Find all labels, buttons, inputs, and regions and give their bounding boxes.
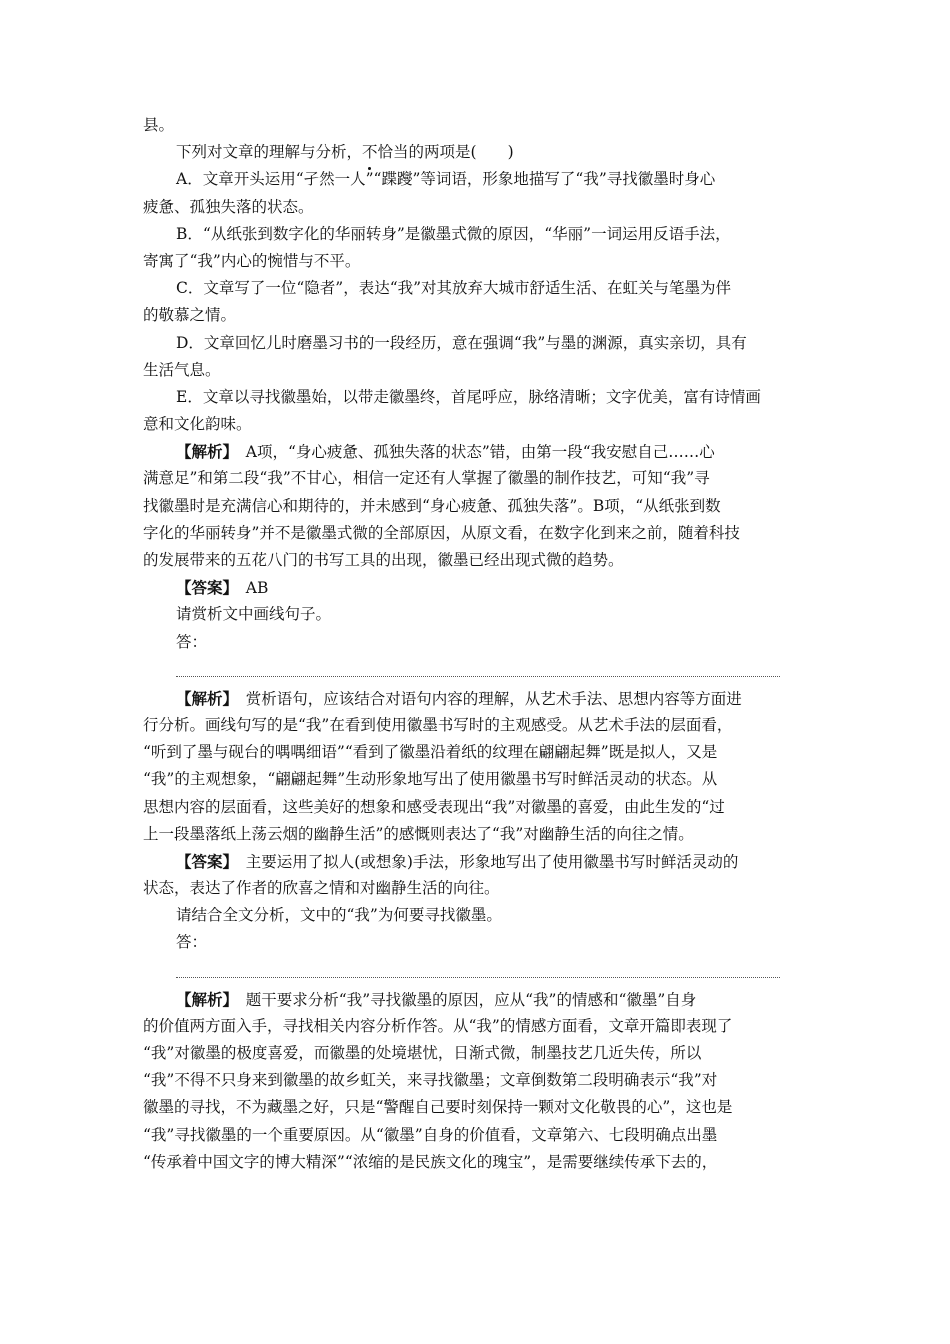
answer-line xyxy=(143,574,811,601)
answer-prompt: 答： xyxy=(176,632,208,651)
analysis-line: “听到了墨与砚台的喁喁细语”“看到了徽墨沿着纸的纹理在翩翩起舞”既是拟人，又是 xyxy=(143,743,718,762)
analysis-line: 的发展带来的五花八门的书写工具的出现，徽墨已经出现式微的趋势。 xyxy=(143,551,624,569)
option-d: D．文章回忆儿时磨墨习书的一段经历，意在强调“我”与墨的渊源，真实亲切，具有 xyxy=(176,333,747,352)
question-stem: 请赏析文中画线句子。 xyxy=(176,605,332,624)
answer-text: AB xyxy=(230,579,269,598)
option-b: B．“从纸张到数字化的华丽转身”是徽墨式微的原因，“华丽”一词运用反语手法， xyxy=(176,224,731,243)
option-c-cont: 的敬慕之情。 xyxy=(143,306,237,325)
analysis-line: 行分析。画线句写的是“我”在看到使用徽墨书写时的主观感受。从艺术手法的层面看， xyxy=(143,715,733,734)
analysis-line: 满意足”和第二段“我”不甘心，相信一定还有人掌握了徽墨的制作技艺，可知“我”寻 xyxy=(143,469,710,488)
option-d-cont: 生活气息。 xyxy=(143,360,221,379)
analysis-text: A项，“身心疲惫、孤独失落的状态”错，由第一段“我安慰自己……心 xyxy=(230,443,715,462)
option-a-cont: 疲惫、孤独失落的状态。 xyxy=(143,197,314,216)
answer-prompt: 答： xyxy=(176,933,208,952)
analysis-line xyxy=(143,685,811,712)
analysis-line xyxy=(143,438,811,465)
analysis-line: “我”对徽墨的极度喜爱，而徽墨的处境堪忧，日渐式微，制墨技艺几近失传，所以 xyxy=(143,1044,702,1062)
answer-line: 状态，表达了作者的欣喜之情和对幽静生活的向往。 xyxy=(143,879,500,898)
option-e-cont: 意和文化韵味。 xyxy=(143,415,252,434)
analysis-text: 赏析语句，应该结合对语句内容的理解，从艺术手法、思想内容等方面进 xyxy=(230,689,742,708)
analysis-line: 找徽墨时是充满信心和期待的，并未感到“身心疲惫、孤独失落”。B项，“从纸张到数 xyxy=(143,496,721,515)
stem-text: 下列对文章的理解与分析， xyxy=(176,143,363,162)
question-stem: 请结合全文分析，文中的“我”为何要寻找徽墨。 xyxy=(176,906,502,925)
analysis-label: 【解析】 xyxy=(176,688,231,708)
option-b-cont: 寄寓了“我”内心的惋惜与不平。 xyxy=(143,251,361,270)
answer-line xyxy=(143,848,811,875)
analysis-line: “我”寻找徽墨的一个重要原因。从“徽墨”自身的价值看，文章第六、七段明确点出墨 xyxy=(143,1125,718,1144)
answer-text: 主要运用了拟人(或想象)手法，形象地写出了使用徽墨书写时鲜活灵动的 xyxy=(230,852,739,871)
analysis-line: “传承着中国文字的博大精深”“浓缩的是民族文化的瑰宝”，是需要继续传承下去的， xyxy=(143,1152,718,1171)
analysis-line: 的价值两方面入手，寻找相关内容分析作答。从“我”的情感方面看，文章开篇即表现了 xyxy=(143,1016,733,1035)
analysis-label: 【解析】 xyxy=(176,442,231,462)
text-line: 县。 xyxy=(143,116,175,134)
answer-label: 【答案】 xyxy=(176,578,231,598)
answer-label: 【答案】 xyxy=(176,851,231,871)
option-c: C．文章写了一位“隐者”，表达“我”对其放弃大城市舒适生活、在虹关与笔墨为伴 xyxy=(176,279,732,298)
analysis-line: 上一段墨落纸上荡云烟的幽静生活”的感慨则表达了“我”对幽静生活的向往之情。 xyxy=(143,824,694,843)
analysis-text: 题干要求分析“我”寻找徽墨的原因，应从“我”的情感和“徽墨”自身 xyxy=(230,990,697,1009)
analysis-label: 【解析】 xyxy=(176,989,231,1009)
analysis-line: “我”不得不只身来到徽墨的故乡虹关，来寻找徽墨；文章倒数第二段明确表示“我”对 xyxy=(143,1071,718,1090)
analysis-line xyxy=(143,986,811,1013)
emphasis-dot-char: 不 xyxy=(362,139,378,166)
analysis-line: “我”的主观想象，“翩翩起舞”生动形象地写出了使用徽墨书写时鲜活灵动的状态。从 xyxy=(143,770,718,789)
question-stem xyxy=(143,139,811,166)
analysis-line: 思想内容的层面看，这些美好的想象和感受表现出“我”对徽墨的喜爱，由此生发的“过 xyxy=(143,797,725,816)
option-e: E．文章以寻找徽墨始，以带走徽墨终，首尾呼应，脉络清晰；文字优美，富有诗情画 xyxy=(176,387,761,406)
stem-text: 恰当的两项是( ) xyxy=(377,143,514,162)
option-a: A．文章开头运用“孑然一人”“蹀躞”等词语，形象地描写了“我”寻找徽墨时身心 xyxy=(176,170,716,189)
analysis-line: 徽墨的寻找，不为藏墨之好，只是“警醒自己要时刻保持一颗对文化敬畏的心”，这也是 xyxy=(143,1098,733,1117)
analysis-line: 字化的华丽转身”并不是徽墨式微的全部原因，从原文看，在数字化到来之前，随着科技 xyxy=(143,523,740,542)
document-page xyxy=(143,112,811,1176)
